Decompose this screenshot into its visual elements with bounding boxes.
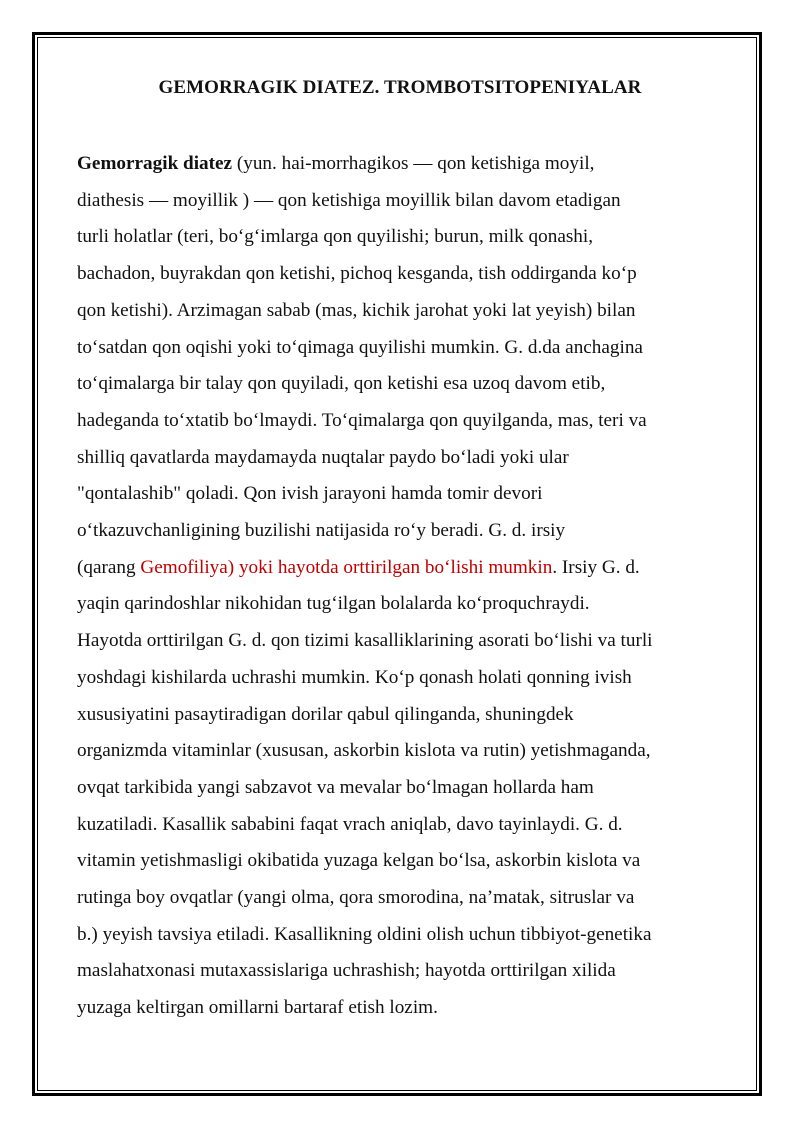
text-line: organizmda vitaminlar (xususan, askorbin kislota va rutin) yetishmaganda, xyxy=(77,740,651,762)
text-line: rutinga boy ovqatlar (yangi olma, qora smorodina, na’matak, sitruslar va xyxy=(77,887,635,909)
text-line: vitamin yetishmasligi okibatida yuzaga kelgan bo‘lsa, askorbin kislota va xyxy=(77,850,641,872)
text-line: kuzatiladi. Kasallik sababini faqat vrach aniqlab, davo tayinlaydi. G. d. xyxy=(77,813,623,835)
text-line: shilliq qavatlarda maydamayda nuqtalar paydo bo‘ladi yoki ular xyxy=(77,446,569,468)
document-title: GEMORRAGIK DIATEZ. TROMBOTSITOPENIYALAR xyxy=(158,77,642,98)
term-bold: Gemorragik diatez xyxy=(77,153,233,174)
text-line: to‘satdan qon oqishi yoki to‘qimaga quyilishi mumkin. G. d.da anchagina xyxy=(77,336,643,358)
text-line: ovqat tarkibida yangi sabzavot va mevalar bo‘lmagan hollarda ham xyxy=(77,776,594,798)
document-body xyxy=(77,146,737,1027)
text-line: yaqin qarindoshlar nikohidan tug‘ilgan bolalarda ko‘proquchraydi. xyxy=(77,593,590,615)
text-line: qon ketishi). Arzimagan sabab (mas, kichik jarohat yoki lat yeyish) bilan xyxy=(77,299,636,321)
text-line: xususiyatini pasaytiradigan dorilar qabul qilinganda, shuningdek xyxy=(77,703,574,725)
text-line: diathesis — moyillik ) — qon ketishiga moyillik bilan davom etadigan xyxy=(77,189,621,211)
text-line: yuzaga keltirgan omillarni bartaraf etish lozim. xyxy=(77,997,438,1019)
gemofiliya-link[interactable]: Gemofiliya) yoki hayotda orttirilgan bo‘lishi mumkin xyxy=(140,556,553,578)
text-line: bachadon, buyrakdan qon ketishi, pichoq kesganda, tish oddirganda ko‘p xyxy=(77,263,637,285)
text-line: to‘qimalarga bir talay qon quyiladi, qon ketishi esa uzoq davom etib, xyxy=(77,373,606,395)
text-line: b.) yeyish tavsiya etiladi. Kasallikning oldini olish uchun tibbiyot-genetika xyxy=(77,923,652,945)
text-line: hadeganda to‘xtatib bo‘lmaydi. To‘qimalarga qon quyilganda, mas, teri va xyxy=(77,409,647,431)
text-line: "qontalashib" qoladi. Qon ivish jarayoni hamda tomir devori xyxy=(77,483,543,505)
text-line: yoshdagi kishilarda uchrashi mumkin. Ko‘p qonash holati qonning ivish xyxy=(77,666,632,688)
text-line: turli holatlar (teri, bo‘g‘imlarga qon quyilishi; burun, milk qonashi, xyxy=(77,226,594,248)
text-line: o‘tkazuvchanligining buzilishi natijasida ro‘y beradi. G. d. irsiy xyxy=(77,520,566,542)
text-line: (qarang Gemofiliya) yoki hayotda orttirilgan bo‘lishi mumkin. Irsiy G. d. xyxy=(77,556,640,578)
text-line: Hayotda orttirilgan G. d. qon tizimi kasalliklarining asorati bo‘lishi va turli xyxy=(77,630,653,652)
text-line: maslahatxonasi mutaxassislariga uchrashish; hayotda orttirilgan xilida xyxy=(77,960,616,982)
text-line: Gemorragik diatez (yun. hai-morrhagikos — qon ketishiga moyil, xyxy=(77,153,595,174)
